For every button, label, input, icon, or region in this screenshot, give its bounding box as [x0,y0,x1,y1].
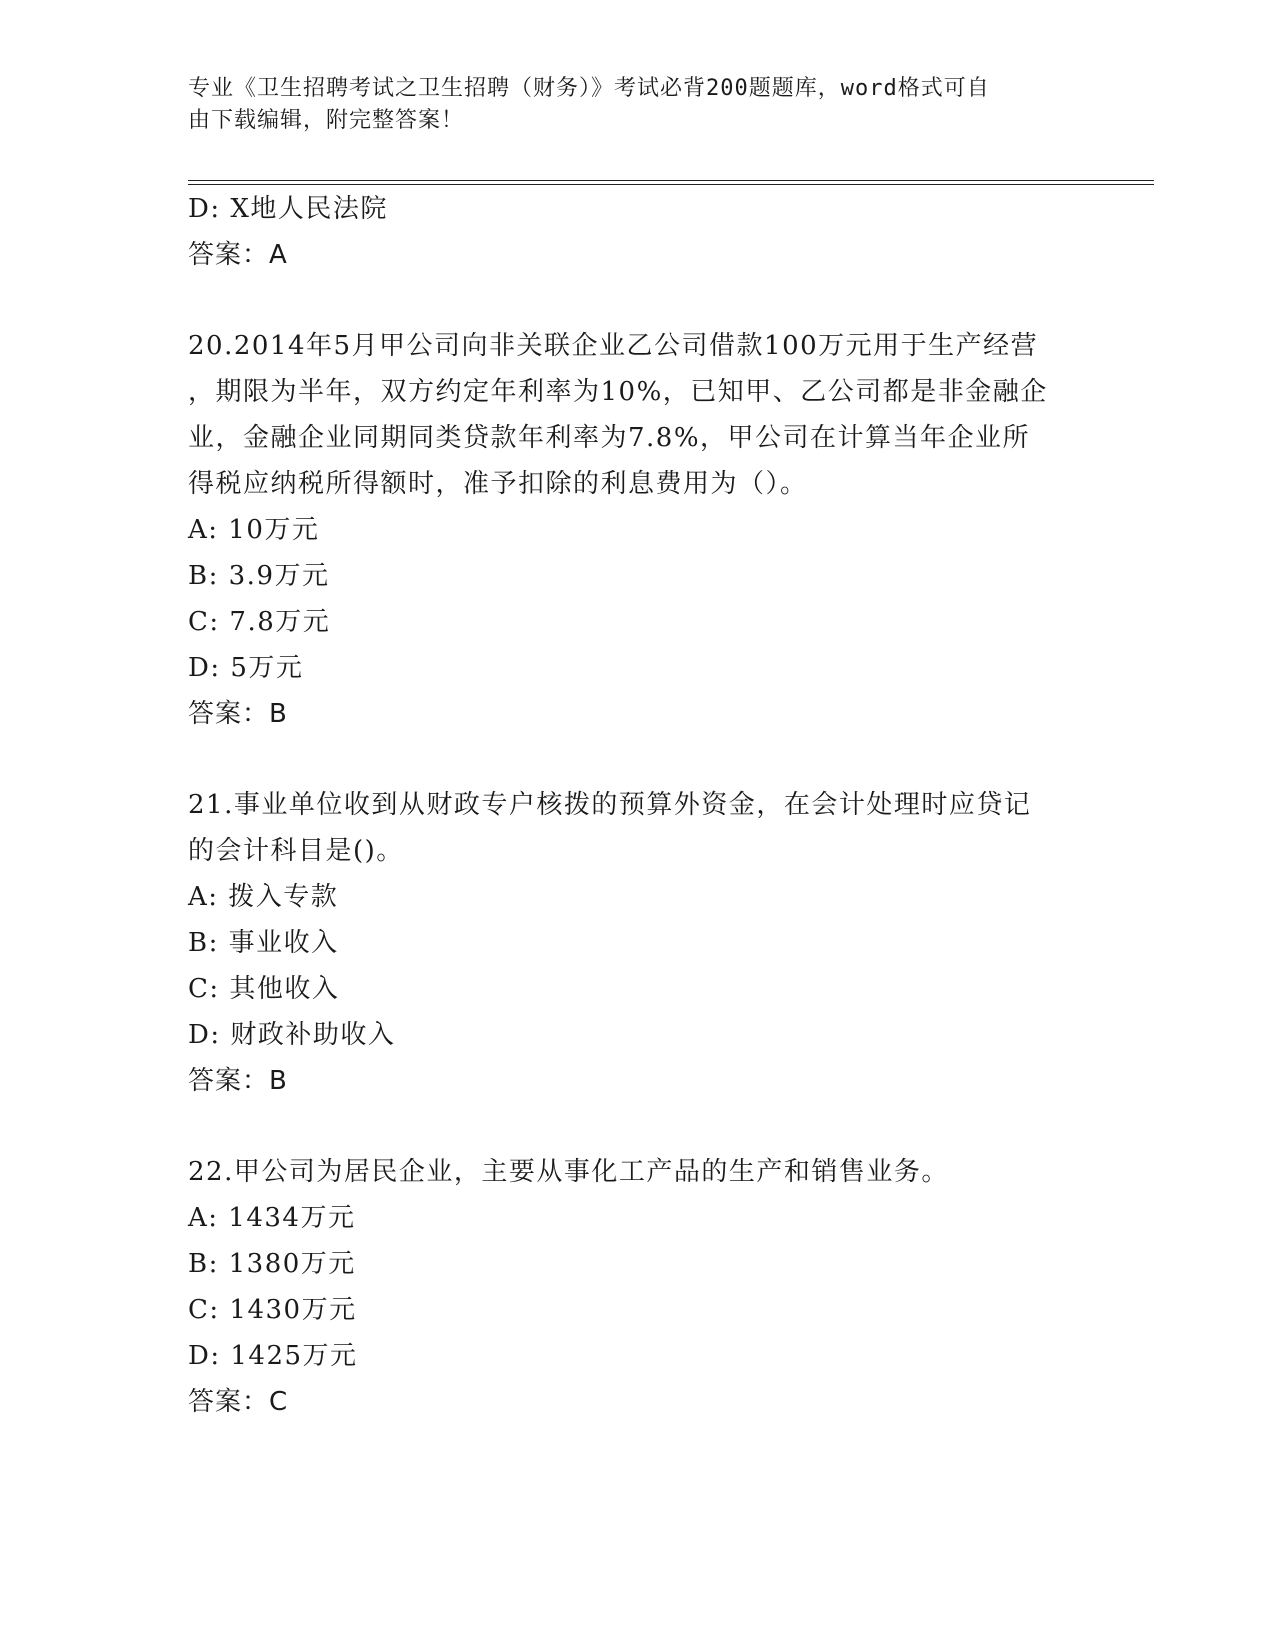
question-21 [188,782,1088,1104]
question-22 [188,1149,1088,1425]
option-d: D: 5万元 [188,653,304,683]
question-line: 业，金融企业同期同类贷款年利率为7.8%，甲公司在计算当年企业所 [188,423,1031,453]
question-text [188,1149,1088,1195]
question-line: 的会计科目是()。 [188,836,404,866]
spacer [188,278,1088,323]
question-line: 得税应纳税所得额时，准予扣除的利息费用为（）。 [188,469,808,499]
answer-line: 答案：B [188,1066,288,1096]
answer-line: 答案：A [188,240,288,270]
document-body [188,186,1088,1425]
question-20 [188,323,1088,737]
question-line: 21.事业单位收到从财政专户核拨的预算外资金，在会计处理时应贷记 [188,790,1032,820]
option-b: B: 1380万元 [188,1249,356,1279]
header-line-1: 专业《卫生招聘考试之卫生招聘（财务）》考试必背200题题库，word格式可自 [188,76,990,101]
answer-line: 答案：C [188,1387,289,1417]
header-rule-top [188,180,1154,181]
document-header [188,73,1068,137]
header-rule-bottom [188,184,1154,185]
question-line: 20.2014年5月甲公司向非关联企业乙公司借款100万元用于生产经营 [188,331,1039,361]
option-d: D: 1425万元 [188,1341,358,1371]
previous-question-tail [188,186,1088,278]
question-line: ，期限为半年，双方约定年利率为10%，已知甲、乙公司都是非金融企 [188,377,1048,407]
option-c: C: 其他收入 [188,974,340,1004]
option-b: B: 3.9万元 [188,561,330,591]
answer-line: 答案：B [188,699,288,729]
question-line: 22.甲公司为居民企业，主要从事化工产品的生产和销售业务。 [188,1157,949,1187]
option-c: C: 1430万元 [188,1295,357,1325]
spacer [188,1104,1088,1149]
option-d: D: X地人民法院 [188,194,388,224]
option-a: A: 10万元 [188,515,320,545]
option-c: C: 7.8万元 [188,607,331,637]
spacer [188,737,1088,782]
question-text [188,782,1088,874]
option-d: D: 财政补助收入 [188,1020,396,1050]
option-a: A: 1434万元 [188,1203,356,1233]
header-line-2: 由下载编辑，附完整答案！ [188,108,465,133]
option-b: B: 事业收入 [188,928,339,958]
option-a: A: 拨入专款 [188,882,339,912]
question-text [188,323,1088,507]
